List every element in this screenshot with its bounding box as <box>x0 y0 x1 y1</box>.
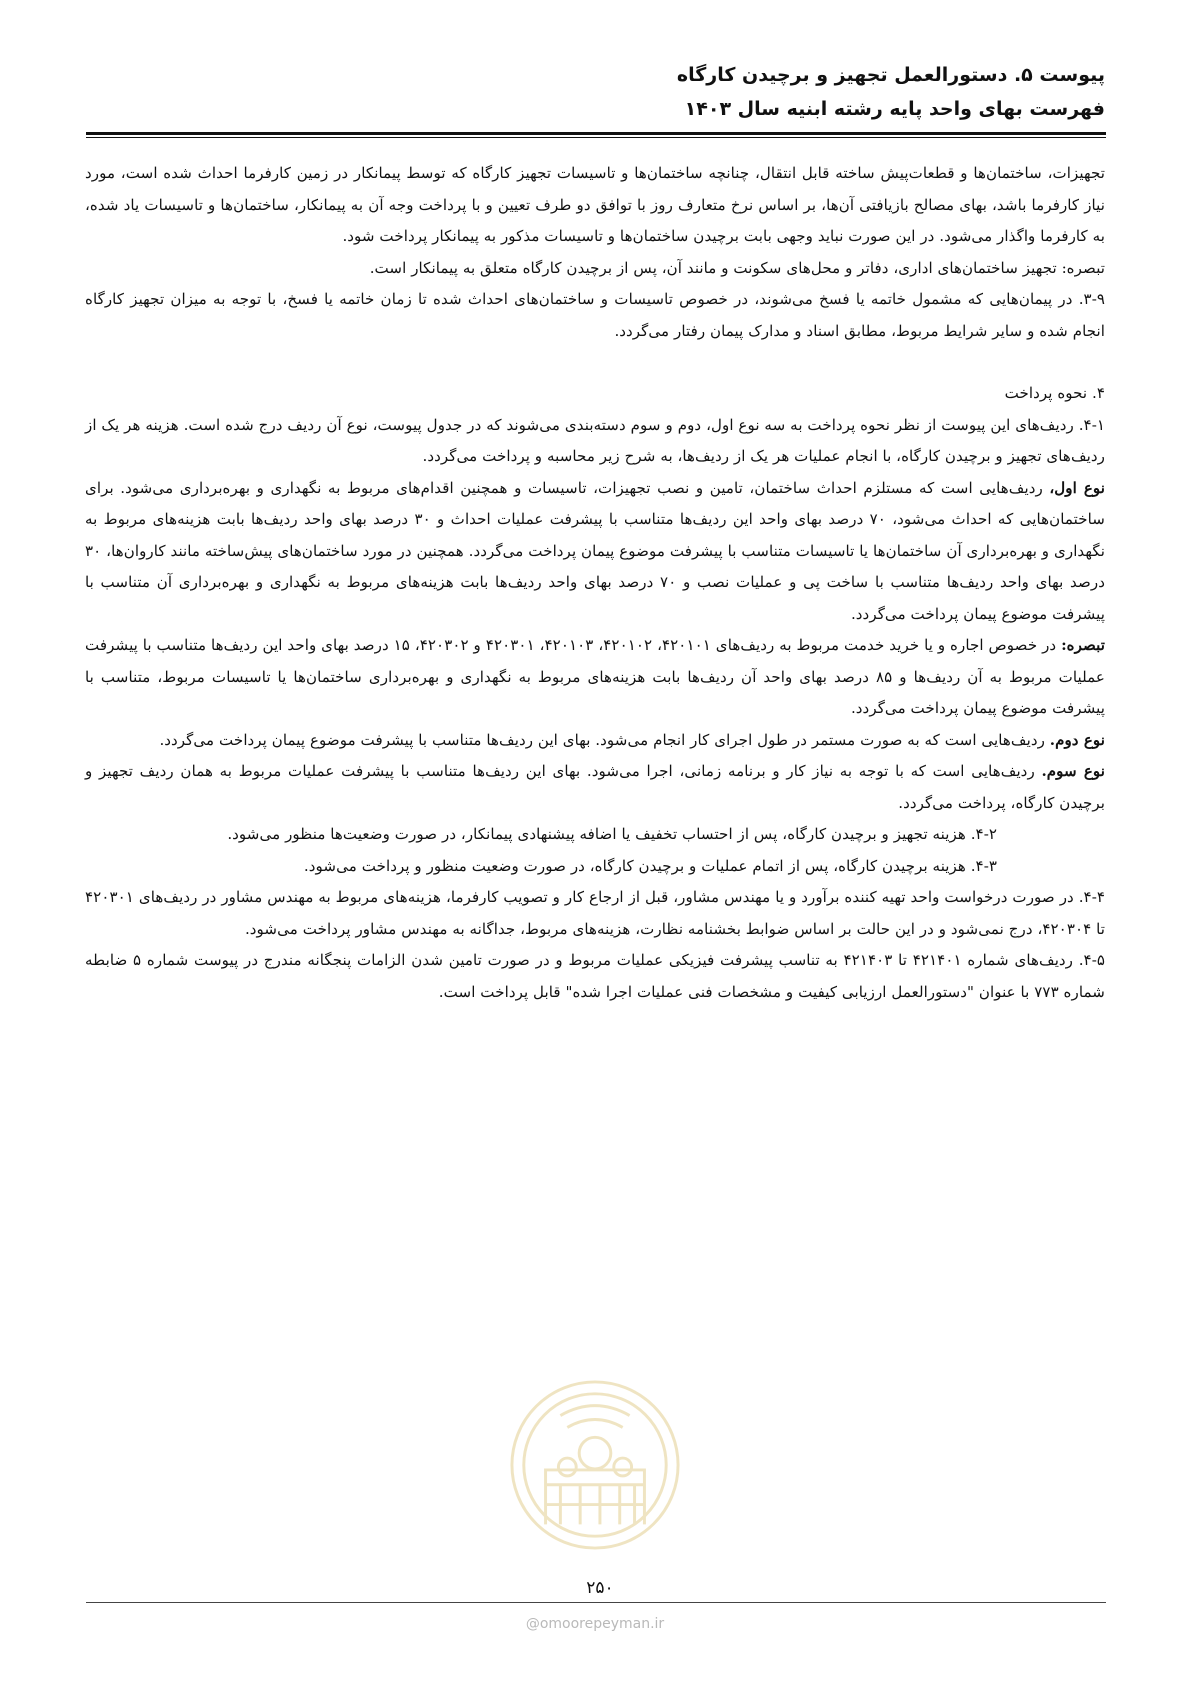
page-body <box>85 158 1105 1008</box>
header-rule-thin <box>86 137 1106 138</box>
paragraph-3-9: ۳-۹. در پیمان‌هایی که مشمول خاتمه یا فسخ می‌شوند، در خصوص تاسیسات و ساختمان‌های احداث شده تا زمان خاتمه یا فسخ، با توجه به میزان تجهیز کارگاه انجام شده و سایر شرایط مربوط، مطابق اسناد و مدارک پیمان رفتار می‌گردد. <box>85 290 1105 340</box>
paragraph-4-3: ۴-۳. هزینه برچیدن کارگاه، پس از اتمام عملیات و برچیدن کارگاه، در صورت وضعیت منظور و پرداخت می‌شود. <box>303 856 997 875</box>
section-heading-payment: ۴. نحوه پرداخت <box>1004 384 1105 402</box>
paragraph-type-one <box>85 473 1105 631</box>
header-title: پیوست ۵. دستورالعمل تجهیز و برچیدن کارگاه <box>676 64 1105 86</box>
page-number: ۲۵۰ <box>570 1578 630 1598</box>
type-three-label: نوع سوم. <box>1041 762 1106 780</box>
footer-rule <box>86 1602 1106 1603</box>
type-one-label: نوع اول، <box>1049 478 1105 497</box>
watermark-logo-icon <box>506 1376 684 1554</box>
paragraph-equipment-transfer: تجهیزات، ساختمان‌ها و قطعات‌پیش ساخته قابل انتقال، چنانچه ساختمان‌ها و تاسیسات تجهیز کارگاه که توسط پیمانکار در زمین کارفرما احداث شده است، مورد نیاز کارفرما باشد، بهای مصالح بازیافتی آن‌ها، بر اساس نرخ متعارف روز با توافق دو طرف تعیین و با پرداخت وجه آن به پیمانکار، ساختمان‌ها و تاسیسات یاد شده، به کارفرما واگذار می‌شود. در این صورت نباید وجهی بابت برچیدن ساختمان‌ها و تاسیسات مذکور به پیمانکار پرداخت شود. <box>85 164 1105 245</box>
paragraph-type-three <box>85 756 1105 819</box>
note-office-buildings: تبصره: تجهیز ساختمان‌های اداری، دفاتر و محل‌های سکونت و مانند آن، پس از برچیدن کارگاه متعلق به پیمانکار است. <box>369 258 1105 277</box>
type-one-text: ردیف‌هایی است که مستلزم احداث ساختمان، تامین و نصب تجهیزات، تاسیسات و همچنین اقدام‌های مربوط به نگهداری و بهره‌برداری می‌شود. برای ساختمان‌هایی که احداث می‌شود، ۷۰ درصد بهای واحد این ردیف‌ها متناسب با پیشرفت عملیات احداث و ۳۰ درصد بهای واحد ردیف‌ها بابت هزینه‌های مربوط به نگهداری و بهره‌برداری آن ساختمان‌ها یا تاسیسات متناسب با پیشرفت موضوع پیمان پرداخت می‌گردد. همچنین در مورد ساختمان‌های پیش‌ساخته مانند کاروان‌ها، ۳۰ درصد بهای واحد ردیف‌ها متناسب با ساخت پی و عملیات نصب و ۷۰ درصد بهای واحد ردیف‌ها بابت هزینه‌های مربوط به نگهداری و بهره‌برداری آن متناسب با پیشرفت موضوع پیمان پرداخت می‌گردد. <box>85 478 1105 623</box>
paragraph-4-1: ۴-۱. ردیف‌های این پیوست از نظر نحوه پرداخت به سه نوع اول، دوم و سوم دسته‌بندی می‌شوند که در جدول پیوست، نوع آن ردیف درج شده است. هزینه هر یک از ردیف‌های تجهیز و برچیدن کارگاه، با انجام عملیات هر یک از ردیف‌ها، به شرح زیر محاسبه و پرداخت می‌گردد. <box>85 415 1105 465</box>
header-rule <box>86 132 1106 135</box>
paragraph-4-5: ۴-۵. ردیف‌های شماره ۴۲۱۴۰۱ تا ۴۲۱۴۰۳ به تناسب پیشرفت فیزیکی عملیات مربوط و در صورت تامین شدن الزامات پنجگانه مندرج در پیوست شماره ۵ ضابطه شماره ۷۷۳ با عنوان "دستورالعمل ارزیابی کیفیت و مشخصات فنی عملیات اجرا شده" قابل پرداخت است. <box>85 951 1105 1001</box>
type-two-text: ردیف‌هایی است که به صورت مستمر در طول اجرای کار انجام می‌شود. بهای این ردیف‌ها متناسب با پیشرفت موضوع پیمان پرداخت می‌گردد. <box>159 730 1050 749</box>
website-watermark: @omoorepeyman.ir <box>525 1616 665 1632</box>
paragraph-note-rental <box>85 630 1105 725</box>
header-subtitle: فهرست بهای واحد پایه رشته ابنیه سال ۱۴۰۳ <box>684 98 1105 120</box>
paragraph-4-4: ۴-۴. در صورت درخواست واحد تهیه کننده برآورد و یا مهندس مشاور، قبل از ارجاع کار و تصویب کارفرما، هزینه‌های مربوط به مهندس مشاور در ردیف‌های ۴۲۰۳۰۱ تا ۴۲۰۳۰۴، درج نمی‌شود و در این حالت بر اساس ضوابط بخشنامه نظارت، هزینه‌های مربوط، جداگانه به مهندس مشاور پرداخت می‌شود. <box>85 888 1105 938</box>
paragraph-4-2: ۴-۲. هزینه تجهیز و برچیدن کارگاه، پس از احتساب تخفیف یا اضافه پیشنهادی پیمانکار، در صورت وضعیت‌ها منظور می‌شود. <box>227 825 997 843</box>
paragraph-type-two <box>85 725 1105 757</box>
page-header <box>85 58 1105 126</box>
type-two-label: نوع دوم. <box>1049 730 1105 749</box>
note-text: در خصوص اجاره و یا خرید خدمت مربوط به ردیف‌های ۴۲۰۱۰۱، ۴۲۰۱۰۲، ۴۲۰۱۰۳، ۴۲۰۳۰۱ و ۴۲۰۳۰۲، ۱۵ درصد بهای واحد این ردیف‌ها متناسب با پیشرفت عملیات مربوط به آن ردیف‌ها و ۸۵ درصد بهای واحد آن ردیف‌ها بابت هزینه‌های مربوط به نگهداری و بهره‌برداری ساختمان‌ها یا تاسیسات مربوط، متناسب با پیشرفت موضوع پیمان پرداخت می‌گردد. <box>85 636 1105 717</box>
type-three-text: ردیف‌هایی است که با توجه به نیاز کار و برنامه زمانی، اجرا می‌شود. بهای این ردیف‌ها متناسب با پیشرفت عملیات مربوط به همان ردیف تجهیز و برچیدن کارگاه، پرداخت می‌گردد. <box>85 762 1105 812</box>
note-label: تبصره: <box>1061 636 1105 654</box>
